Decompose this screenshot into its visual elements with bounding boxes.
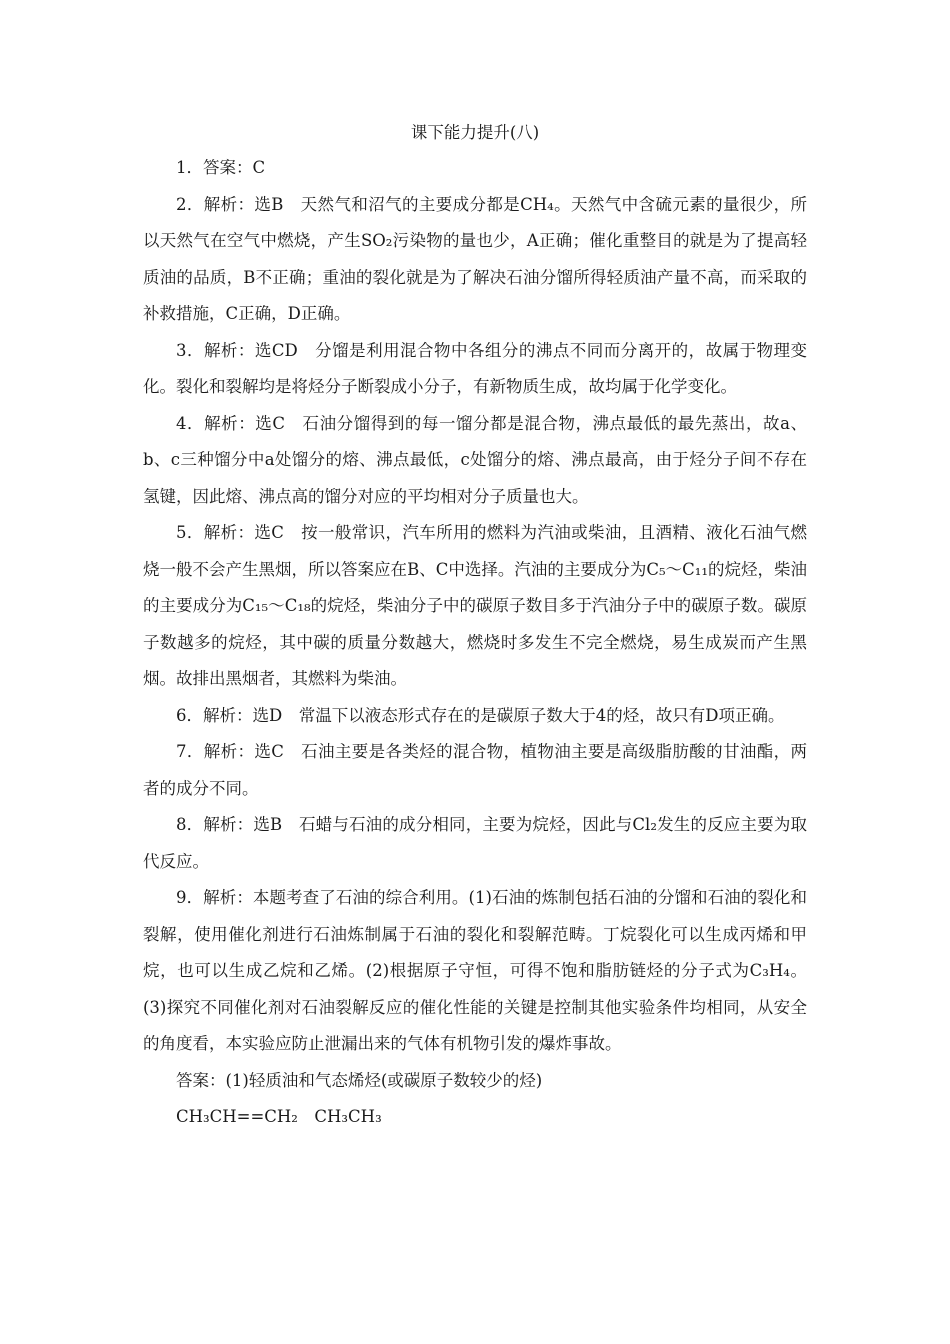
answer-item-3: 3．解析：选CD 分馏是利用混合物中各组分的沸点不同而分离开的，故属于物理变化。裂化和裂解均是将烃分子断裂成小分子，有新物质生成，故均属于化学变化。	[143, 340, 807, 396]
document-body	[143, 150, 807, 1136]
answer-item-1: 1．答案：C	[176, 158, 266, 177]
answer-item-4: 4．解析：选C 石油分馏得到的每一馏分都是混合物，沸点最低的最先蒸出，故a、b、c三种馏分中a处馏分的熔、沸点最低，c处馏分的熔、沸点最高，由于烃分子间不存在氢键，因此熔、沸点高的馏分对应的平均相对分子质量也大。	[143, 413, 807, 506]
answer-item-6: 6．解析：选D 常温下以液态形式存在的是碳原子数大于4的烃，故只有D项正确。	[176, 705, 785, 725]
answer-9-formulas: CH₃CH==CH₂ CH₃CH₃	[176, 1107, 382, 1126]
answer-item-8: 8．解析：选B 石蜡与石油的成分相同，主要为烷烃，因此与Cl₂发生的反应主要为取代反应。	[143, 815, 807, 871]
answer-item-7: 7．解析：选C 石油主要是各类烃的混合物，植物油主要是高级脂肪酸的甘油酯，两者的成分不同。	[143, 742, 807, 798]
answer-9-part-1: 答案：(1)轻质油和气态烯烃(或碳原子数较少的烃)	[176, 1070, 543, 1090]
answer-item-2: 2．解析：选B 天然气和沼气的主要成分都是CH₄。天然气中含硫元素的量很少，所以天然气在空气中燃烧，产生SO₂污染物的量也少，A正确；催化重整目的就是为了提高轻质油的品质，B不正确；重油的裂化就是为了解决石油分馏所得轻质油产量不高，而采取的补救措施，C正确，D正确。	[143, 194, 807, 323]
answer-item-5: 5．解析：选C 按一般常识，汽车所用的燃料为汽油或柴油，且酒精、液化石油气燃烧一般不会产生黑烟，所以答案应在B、C中选择。汽油的主要成分为C₅～C₁₁的烷烃，柴油的主要成分为C₁₅～C₁₈的烷烃，柴油分子中的碳原子数目多于汽油分子中的碳原子数。碳原子数越多的烷烃，其中碳的质量分数越大，燃烧时多发生不完全燃烧，易生成炭而产生黑烟。故排出黑烟者，其燃料为柴油。	[143, 523, 807, 688]
document-title: 课下能力提升(八)	[410, 123, 540, 142]
answer-item-9: 9．解析：本题考查了石油的综合利用。(1)石油的炼制包括石油的分馏和石油的裂化和裂解，使用催化剂进行石油炼制属于石油的裂化和裂解范畴。丁烷裂化可以生成丙烯和甲烷，也可以生成乙烷和乙烯。(2)根据原子守恒，可得不饱和脂肪链烃的分子式为C₃H₄。(3)探究不同催化剂对石油裂解反应的催化性能的关键是控制其他实验条件均相同，从安全的角度看，本实验应防止泄漏出来的气体有机物引发的爆炸事故。	[143, 888, 807, 1053]
